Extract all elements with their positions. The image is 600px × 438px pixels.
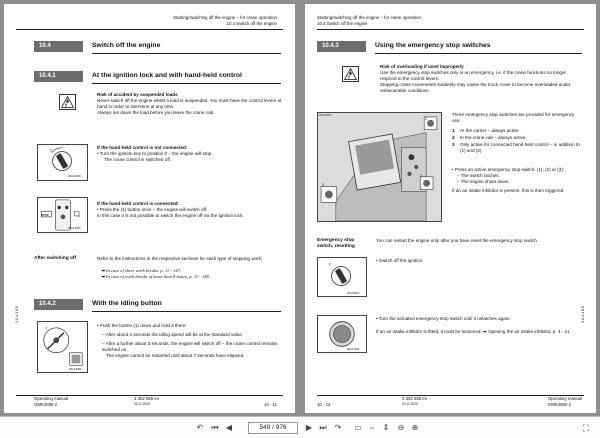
zoom-in-icon[interactable]: ⊕ [411, 423, 419, 432]
instruction-note: If an air intake inhibitor is present, this is then triggered. [452, 188, 565, 193]
fit-width-icon[interactable]: ⇔ [368, 423, 376, 432]
switch-number: 2 [452, 135, 455, 140]
crane-cab-figure [317, 112, 442, 222]
reset-label [317, 238, 355, 250]
switches-intro: Three emergency stop switches are provided for emergency use: [452, 112, 575, 123]
instruction-detail: – After a further about 3 seconds, the engine will switch off – the crane control remains switched on. [102, 341, 278, 352]
not-connected-instructions [97, 145, 283, 163]
instruction-result: The crane control is switched off. [104, 157, 172, 162]
side-code: 3.0-4.4 ES [15, 306, 19, 323]
footer-date: 20.11.2020 [402, 401, 418, 406]
instruction-step: • Press the (1) button once – the engine will switch off. [97, 207, 208, 212]
callout-number: 1 [78, 214, 80, 218]
header-rule [317, 29, 584, 30]
first-page-icon[interactable]: ⏮ [211, 423, 219, 432]
idling-button-figure [37, 321, 88, 373]
instruction-step: • Switch off the ignition. [376, 258, 424, 263]
instruction-heading: If the hand-held control is not connected: [97, 145, 188, 150]
back-icon[interactable]: ↶ [196, 423, 204, 432]
next-page-icon[interactable]: ▶ [305, 423, 313, 432]
subsection-number: 10.4.3 [317, 41, 366, 52]
cross-reference-link[interactable]: ➡ In case of work breaks of more than 8 hours, p. 11 - 148. [101, 274, 210, 279]
footer-text: GMK4080-2 [547, 401, 571, 407]
reset-intro: You can restart the engine only after you have reset the emergency stop switch. [376, 238, 538, 243]
callout-number: 3 [322, 183, 324, 187]
figure-code: WGA 9026 [68, 227, 81, 230]
subsection-rule [92, 311, 281, 312]
section-number: 10.4 [34, 41, 83, 52]
subsection-title: With the idling button [92, 300, 162, 307]
figure-code: WGA 9071 [319, 114, 332, 117]
forward-icon[interactable]: ↷ [334, 423, 342, 432]
risk-notice [97, 92, 283, 116]
footer-text: 3 302 659 en [134, 396, 160, 402]
fit-height-icon[interactable]: ⇕ [382, 423, 390, 432]
instruction-heading: If the hand-held control is connected: [97, 201, 179, 206]
press-switch-instructions [452, 167, 582, 194]
footer-rule [317, 395, 584, 396]
header-line: Starting/switching off the engine – for crane operation [317, 15, 421, 20]
warning-suspended-load-icon [59, 94, 76, 110]
footer-text: Operating manual [547, 396, 582, 402]
header-rule [16, 29, 283, 30]
side-code: 3.0-4.4 ES [581, 306, 585, 323]
instruction-step: • Turn the ignition key to position 0 – the engine will stop. [97, 151, 213, 156]
subsection-title: Using the emergency stop switches [375, 42, 491, 49]
switch-text: Only active for connected hand-held control – in addition to (1) and (2) [460, 142, 580, 153]
instruction-result: – The engine shuts down. [457, 179, 510, 184]
page-header [173, 15, 277, 26]
last-page-icon[interactable]: ⏭ [319, 423, 327, 432]
prev-page-icon[interactable]: ◀ [225, 423, 233, 432]
after-switching-off-text: Refer to the instructions in the respective sections for each type of stopping work; [97, 256, 263, 261]
instruction-note: In this case it is not possible to switch the engine off via the ignition lock. [97, 213, 244, 218]
switch-number: 1 [452, 128, 455, 133]
footer-text: Operating manual [34, 396, 69, 402]
air-intake-note: If an air intake inhibitor is fitted, it must be loosened; ➡ Opening the air intake inhibitor, p. 4 - 21. [376, 329, 571, 334]
switch-list-item [452, 128, 582, 134]
after-switching-off-label: After switching off [34, 256, 77, 261]
footer-text: 3 302 659 en [402, 396, 428, 402]
subsection-title: At the ignition lock and with hand-held control [92, 72, 242, 79]
idling-instructions [97, 323, 283, 359]
svg-text:0: 0 [49, 148, 52, 153]
section-rule [92, 53, 281, 54]
figure-code: WGA 9031 [347, 348, 360, 351]
risk-text: Never switch off the engine whilst a load is suspended. You must have the control levers at hand in order to intervene at any time. [97, 98, 282, 109]
fullscreen-icon[interactable]: ⛶ [582, 423, 590, 433]
risk-title: Risk of accident by suspended loads [97, 92, 178, 97]
switch-list-item [452, 135, 582, 141]
subsection-rule [375, 53, 582, 54]
viewer-toolbar [0, 416, 600, 438]
svg-text:0: 0 [328, 262, 331, 267]
footer-docnumber [134, 396, 159, 407]
stop-label: STOP [41, 213, 49, 217]
figure-code: WGA 9028 [68, 175, 81, 178]
footer-date: 20.11.2020 [134, 401, 150, 406]
risk-title: Risk of overloading if used improperly [380, 64, 464, 69]
header-line: Starting/switching off the engine – for crane operation [173, 15, 277, 20]
zoom-out-icon[interactable]: ⊖ [397, 423, 405, 432]
instruction-step: • Press an active emergency stop switch. (1), (2) or (3): [452, 167, 565, 172]
page-header [317, 15, 421, 26]
switch-text: In the crane cab – always active [460, 135, 526, 140]
risk-text: Stopping crane movements suddenly may cause the truck crane to become overloaded under unfavourable conditions. [380, 82, 571, 93]
risk-text: Always set down the load before you leave the crane cab. [97, 110, 215, 115]
subsection-rule [92, 83, 281, 84]
instruction-result: – The switch latches. [457, 173, 500, 178]
risk-text: Use the emergency stop switches only in an emergency, i.e. if the crane functions no longer respond to the control levers. [380, 70, 567, 81]
left-page [4, 4, 295, 413]
switch-text: At the carrier – always active [460, 128, 519, 133]
switch-list [452, 128, 582, 154]
reset-label-line: switch, resetting [317, 244, 355, 249]
instruction-step: • Turn the actuated emergency stop switch until it unlatches again. [376, 316, 511, 321]
footer-manual [34, 396, 68, 407]
risk-notice [380, 64, 580, 94]
right-page [305, 4, 596, 413]
callout-number: 1 [425, 117, 427, 121]
subsection-number: 10.4.2 [34, 299, 83, 310]
footer-text: GMK4080-2 [34, 401, 58, 407]
footer-manual [548, 396, 582, 407]
cross-reference-link[interactable]: ➡ In case of short work breaks, p. 11 - 147, [101, 268, 182, 273]
switch-list-item [452, 142, 582, 154]
figure-code: WGA 9051 [69, 368, 82, 371]
footer-docnumber [402, 396, 427, 407]
fit-page-icon[interactable]: ▭ [354, 423, 362, 432]
callout-number: 2 [420, 174, 422, 178]
subsection-number: 10.4.1 [34, 71, 83, 82]
page-number: 10 - 11 [263, 401, 277, 407]
reset-label-line: Emergency stop [317, 238, 355, 243]
header-line: 10.4 Switch off the engine [317, 20, 368, 26]
switch-number: 3 [452, 142, 455, 147]
header-line: 10.4 Switch off the engine [226, 20, 277, 26]
page-number-input[interactable]: 549 / 976 [248, 422, 298, 434]
connected-instructions [97, 201, 283, 219]
warning-overload-icon [342, 66, 359, 82]
svg-text:1: 1 [45, 326, 48, 331]
figure-code: WGA 9027 [347, 292, 360, 295]
instruction-detail: – After about 3 seconds the idling speed will be at the standard value. [102, 332, 244, 337]
page-number: 10 - 12 [317, 401, 331, 407]
instruction-detail: The engine cannot be restarted until about 7 seconds have elapsed. [106, 353, 245, 358]
section-title: Switch off the engine [92, 42, 161, 49]
instruction-step: • Push the button (1) down and hold it there. [97, 323, 187, 328]
